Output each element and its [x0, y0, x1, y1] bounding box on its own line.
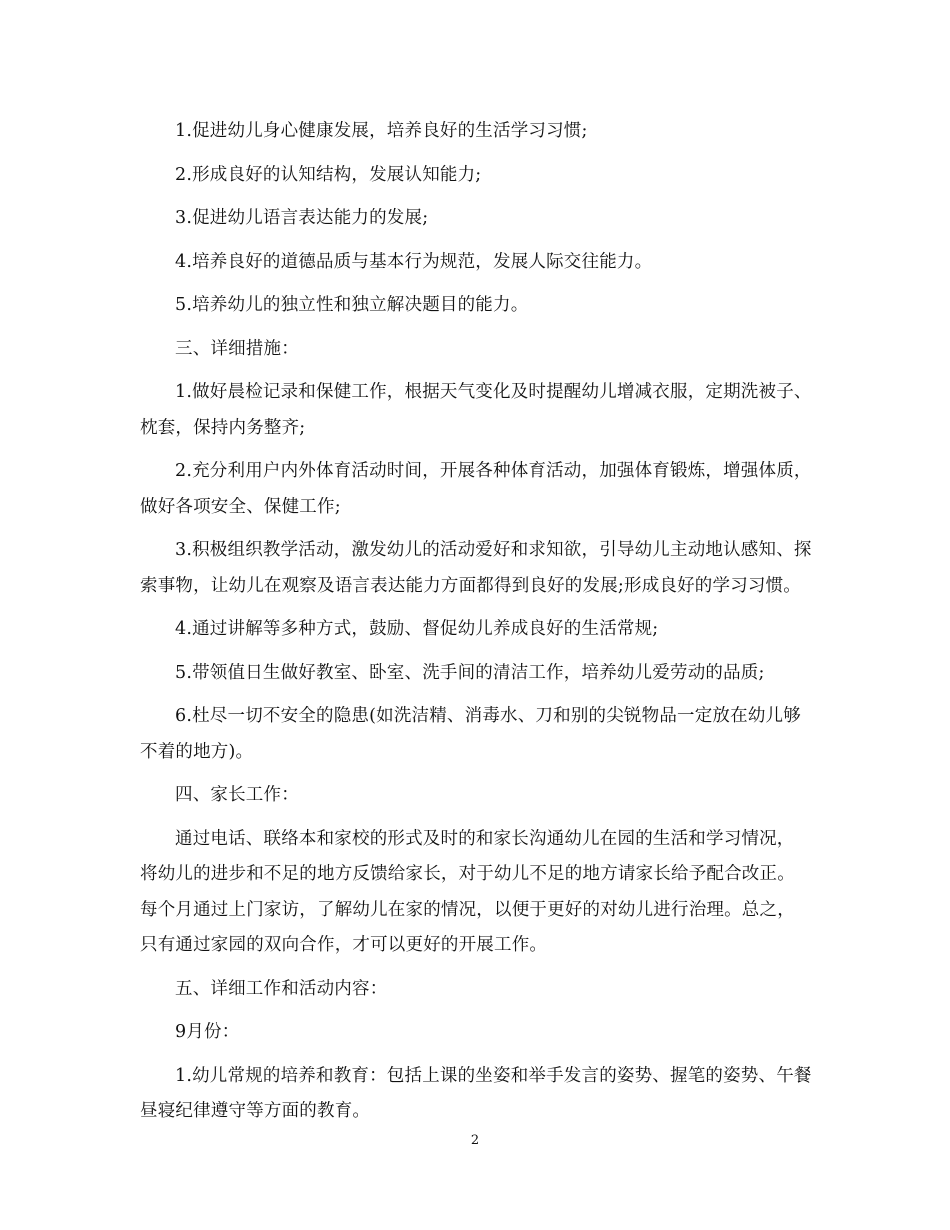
- measure-item-5: 5.带领值日生做好教室、卧室、洗手间的清洁工作，培养幼儿爱劳动的品质;: [175, 662, 765, 683]
- measure-item-3: 3.积极组织教学活动，激发幼儿的活动爱好和求知欲，引导幼儿主动地认感知、探索事物，让幼儿在观察及语言表达能力方面都得到良好的发展;形成良好的学习习惯。: [140, 540, 812, 596]
- page-number: 2: [470, 1133, 480, 1148]
- measure-item-1: 1.做好晨检记录和保健工作，根据天气变化及时提醒幼儿增减衣服，定期洗被子、枕套，保持内务整齐;: [140, 382, 812, 438]
- activity-item-1: 1.幼儿常规的培养和教育：包括上课的坐姿和举手发言的姿势、握笔的姿势、午餐昼寝纪律遵守等方面的教育。: [140, 1065, 812, 1121]
- goal-item-3: 3.促进幼儿语言表达能力的发展;: [175, 208, 429, 228]
- measure-item-6: 6.杜尽一切不安全的隐患(如洗洁精、消毒水、刀和别的尖锐物品一定放在幼儿够不着的地方)。: [140, 706, 801, 762]
- section-heading-measures: 三、详细措施：: [175, 338, 299, 359]
- document-body: [140, 114, 812, 1138]
- measure-item-2: 2.充分利用户内外体育活动时间，开展各种体育活动，加强体育锻炼，增强体质，做好各项安全、保健工作;: [140, 461, 812, 517]
- month-label: 9月份：: [175, 1022, 240, 1042]
- goal-item-5: 5.培养幼儿的独立性和独立解决题目的能力。: [175, 295, 529, 315]
- goal-item-2: 2.形成良好的认知结构，发展认知能力;: [175, 164, 482, 185]
- goal-item-4: 4.培养良好的道德品质与基本行为规范，发展人际交往能力。: [175, 251, 653, 272]
- parents-paragraph: 通过电话、联络本和家校的形式及时的和家长沟通幼儿在园的生活和学习情况，将幼儿的进步和不足的地方反馈给家长，对于幼儿不足的地方请家长给予配合改正。每个月通过上门家访，了解幼儿在家的情况，以便于更好的对幼儿进行治理。总之，只有通过家园的双向合作，才可以更好的开展工作。: [140, 828, 795, 955]
- section-heading-activities: 五、详细工作和活动内容：: [175, 978, 388, 999]
- goal-item-1: 1.促进幼儿身心健康发展，培养良好的生活学习习惯;: [175, 121, 588, 141]
- section-heading-parents: 四、家长工作：: [175, 785, 299, 805]
- measure-item-4: 4.通过讲解等多种方式，鼓励、督促幼儿养成良好的生活常规;: [175, 619, 659, 639]
